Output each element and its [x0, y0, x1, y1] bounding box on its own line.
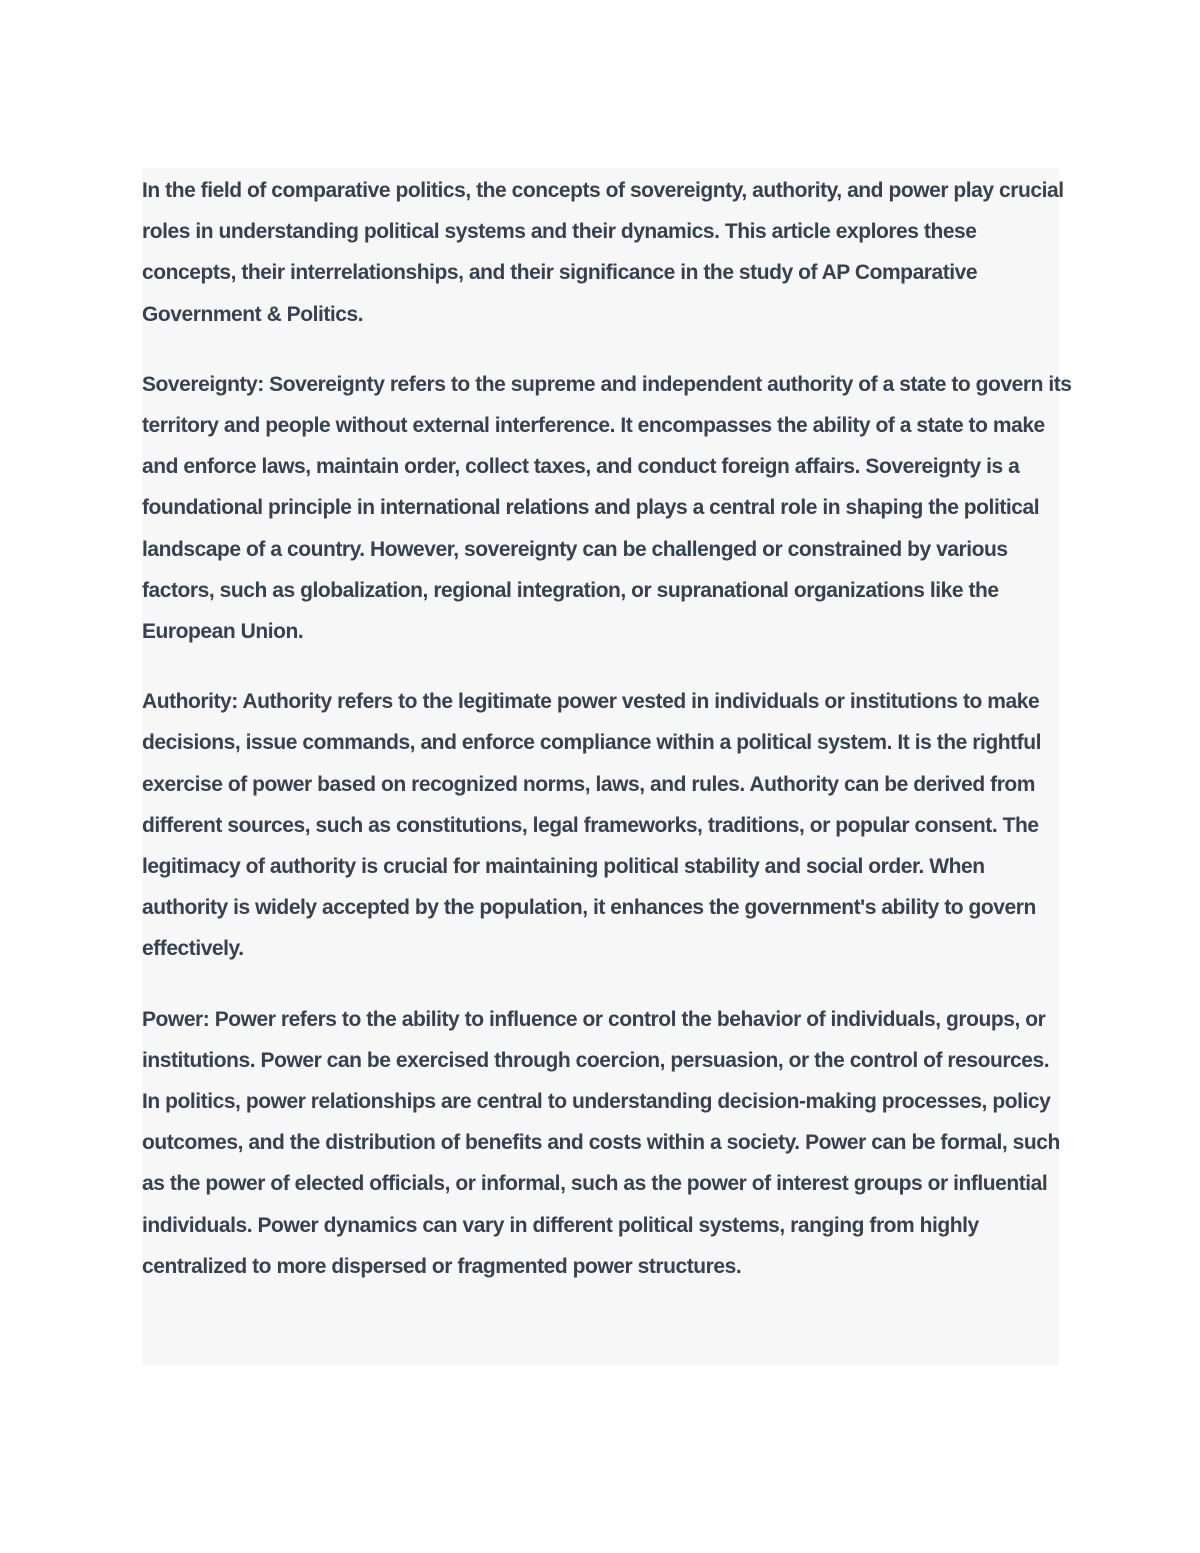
intro-paragraph: In the field of comparative politics, the concepts of sovereignty, authority, and power play crucial roles in understanding political systems and their dynamics. This article explores these concepts, their interrelationships, and their significance in the study of AP Comparative Government & Politics. [142, 179, 1064, 326]
authority-paragraph: Authority: Authority refers to the legitimate power vested in individuals or institutions to make decisions, issue commands, and enforce compliance within a political system. It is the rightful exercise of power based on recognized norms, laws, and rules. Authority can be derived from different sources, such as constitutions, legal frameworks, traditions, or popular consent. The legitimacy of authority is crucial for maintaining political stability and social order. When authority is widely accepted by the population, it enhances the government's ability to govern effectively. [142, 690, 1041, 961]
sovereignty-paragraph: Sovereignty: Sovereignty refers to the supreme and independent authority of a state to govern its territory and people without external interference. It encompasses the ability of a state to make and enforce laws, maintain order, collect taxes, and conduct foreign affairs. Sovereignty is a foundational principle in international relations and plays a central role in shaping the political landscape of a country. However, sovereignty can be challenged or constrained by various factors, such as globalization, regional integration, or supranational organizations like the European Union. [142, 372, 1072, 644]
article-body [142, 168, 1072, 1365]
power-paragraph: Power: Power refers to the ability to influence or control the behavior of individuals, groups, or institutions. Power can be exercised through coercion, persuasion, or the control of resources. In politics, power relationships are central to understanding decision-making processes, policy outcomes, and the distribution of benefits and costs within a society. Power can be formal, such as the power of elected officials, or informal, such as the power of interest groups or influential individuals. Power dynamics can vary in different political systems, ranging from highly centralized to more dispersed or fragmented power structures. [142, 1007, 1060, 1278]
